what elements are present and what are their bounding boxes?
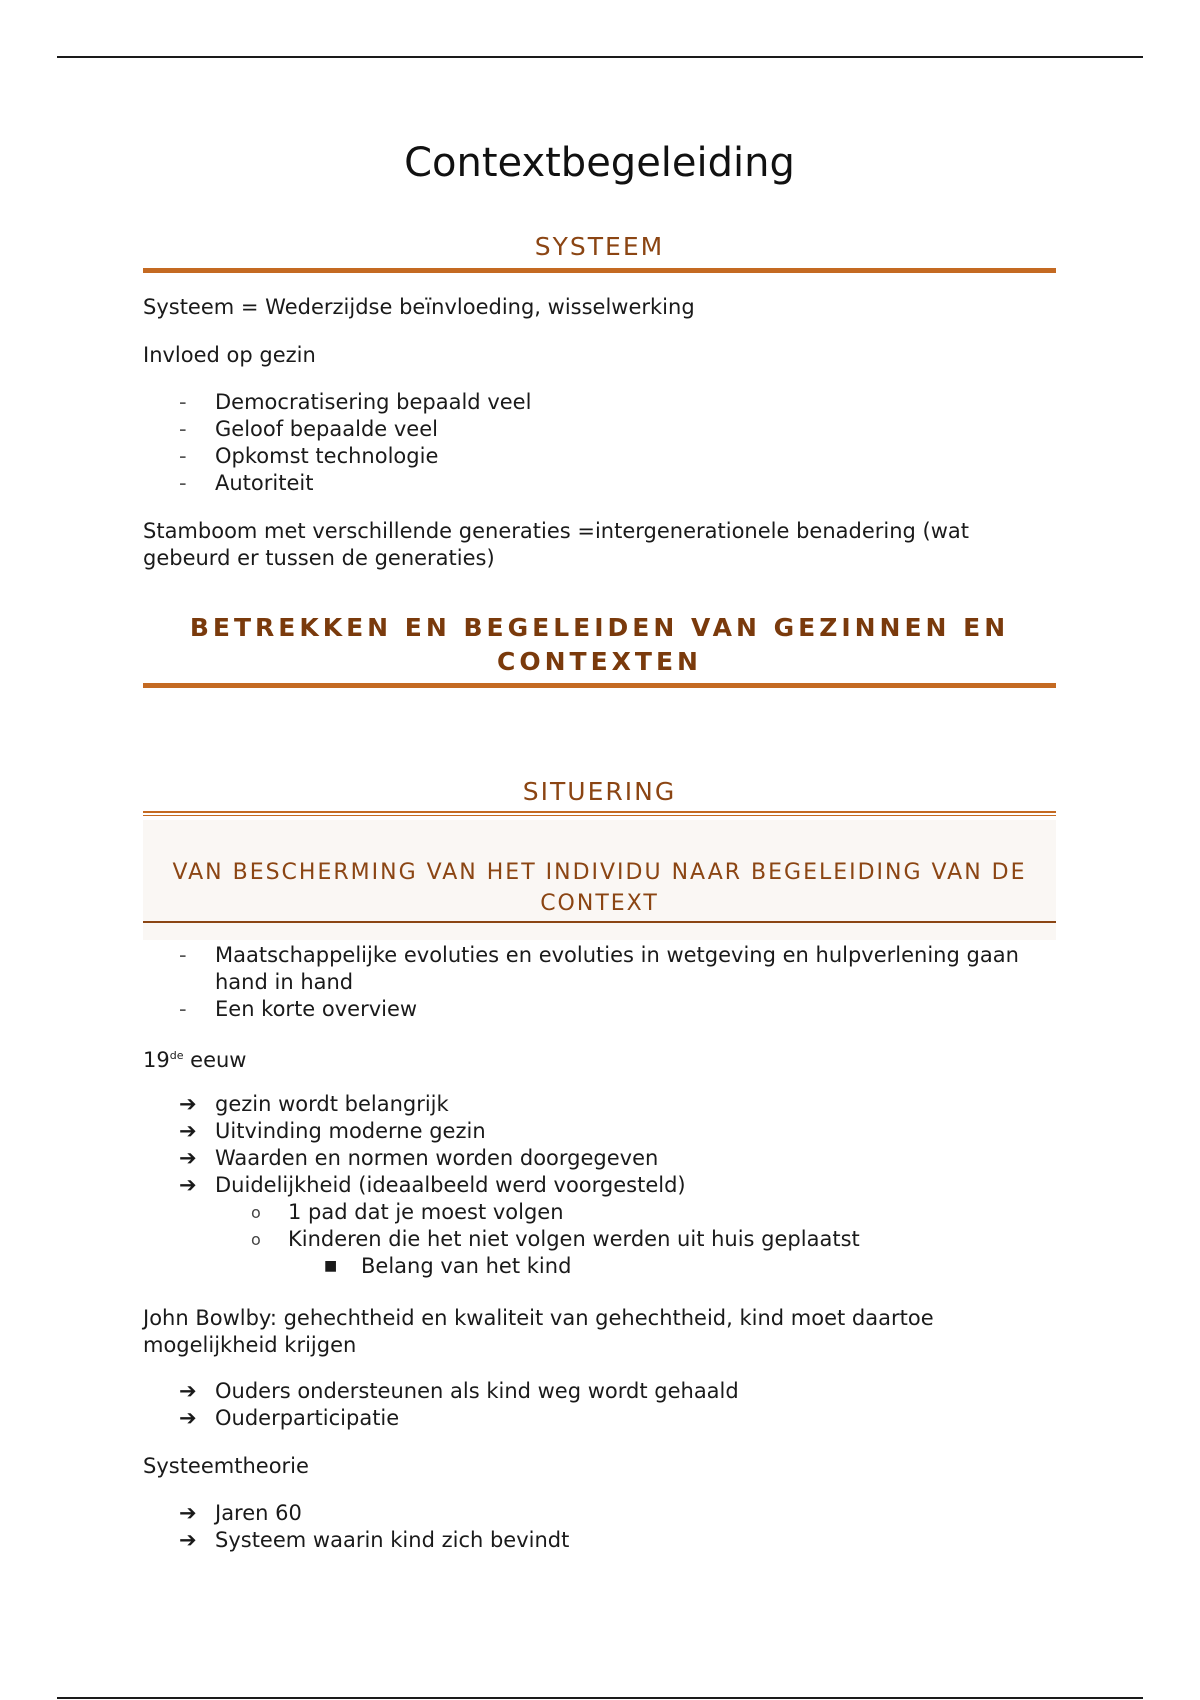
- list-item: - Democratisering bepaald veel: [179, 390, 532, 414]
- list-item: - Geloof bepaalde veel: [179, 417, 438, 441]
- list-item: - Een korte overview: [179, 997, 418, 1021]
- list-item: ➔ Systeem waarin kind zich bevindt: [179, 1528, 570, 1552]
- document-title: Contextbegeleiding: [404, 140, 795, 186]
- list-item: ➔ Duidelijkheid (ideaalbeeld werd voorgesteld): [179, 1173, 686, 1197]
- century-label: 19de eeuw: [143, 1048, 247, 1072]
- bowlby-paragraph: John Bowlby: gehechtheid en kwaliteit van gehechtheid, kind moet daartoe mogelijkheid krijgen: [143, 1306, 934, 1357]
- list-item: ➔ gezin wordt belangrijk: [179, 1092, 449, 1116]
- page-header-rule: [57, 56, 1143, 58]
- heading-situering-rule: [143, 811, 1056, 816]
- heading-betrekken-rule: [143, 683, 1056, 688]
- list-item: o 1 pad dat je moest volgen: [251, 1200, 564, 1224]
- list-item: ➔ Ouders ondersteunen als kind weg wordt gehaald: [179, 1379, 739, 1403]
- list-item: ➔ Ouderparticipatie: [179, 1406, 400, 1430]
- invloed-label: Invloed op gezin: [143, 343, 316, 367]
- heading-van-bescherming: VAN BESCHERMING VAN HET INDIVIDU NAAR BEGELEIDING VAN DE CONTEXT: [172, 860, 1027, 916]
- intro-list: [143, 942, 1056, 1023]
- bowlby-list: [143, 1378, 739, 1432]
- list-item: - Autoriteit: [179, 471, 314, 495]
- list-item: ■ Belang van het kind: [324, 1254, 572, 1278]
- stamboom-paragraph: Stamboom met verschillende generaties =intergenerationele benadering (wat gebeurd er tussen de generaties): [143, 519, 970, 570]
- heading-systeem-rule: [143, 268, 1056, 273]
- list-item: - Maatschappelijke evoluties en evoluties in wetgeving en hulpverlening gaan hand in hand: [179, 943, 1019, 994]
- list-item: ➔ Uitvinding moderne gezin: [179, 1119, 486, 1143]
- systeemtheorie-list: [143, 1500, 569, 1554]
- heading-betrekken: BETREKKEN EN BEGELEIDEN VAN GEZINNEN EN CONTEXTEN: [189, 613, 1010, 676]
- heading-situering: SITUERING: [522, 777, 677, 806]
- invloed-list: [143, 389, 531, 497]
- list-item: ➔ Waarden en normen worden doorgegeven: [179, 1146, 659, 1170]
- systeem-definition: Systeem = Wederzijdse beïnvloeding, wisselwerking: [143, 295, 695, 319]
- heading-van-bescherming-rule: [143, 921, 1056, 923]
- page-footer-rule: [57, 1697, 1143, 1699]
- systeemtheorie-label: Systeemtheorie: [143, 1454, 309, 1478]
- list-item: ➔ Jaren 60: [179, 1501, 302, 1525]
- list-item: o Kinderen die het niet volgen werden uit huis geplaatst: [251, 1227, 860, 1251]
- list-item: - Opkomst technologie: [179, 444, 439, 468]
- heading-systeem: SYSTEEM: [534, 232, 665, 261]
- century-list: [143, 1091, 860, 1280]
